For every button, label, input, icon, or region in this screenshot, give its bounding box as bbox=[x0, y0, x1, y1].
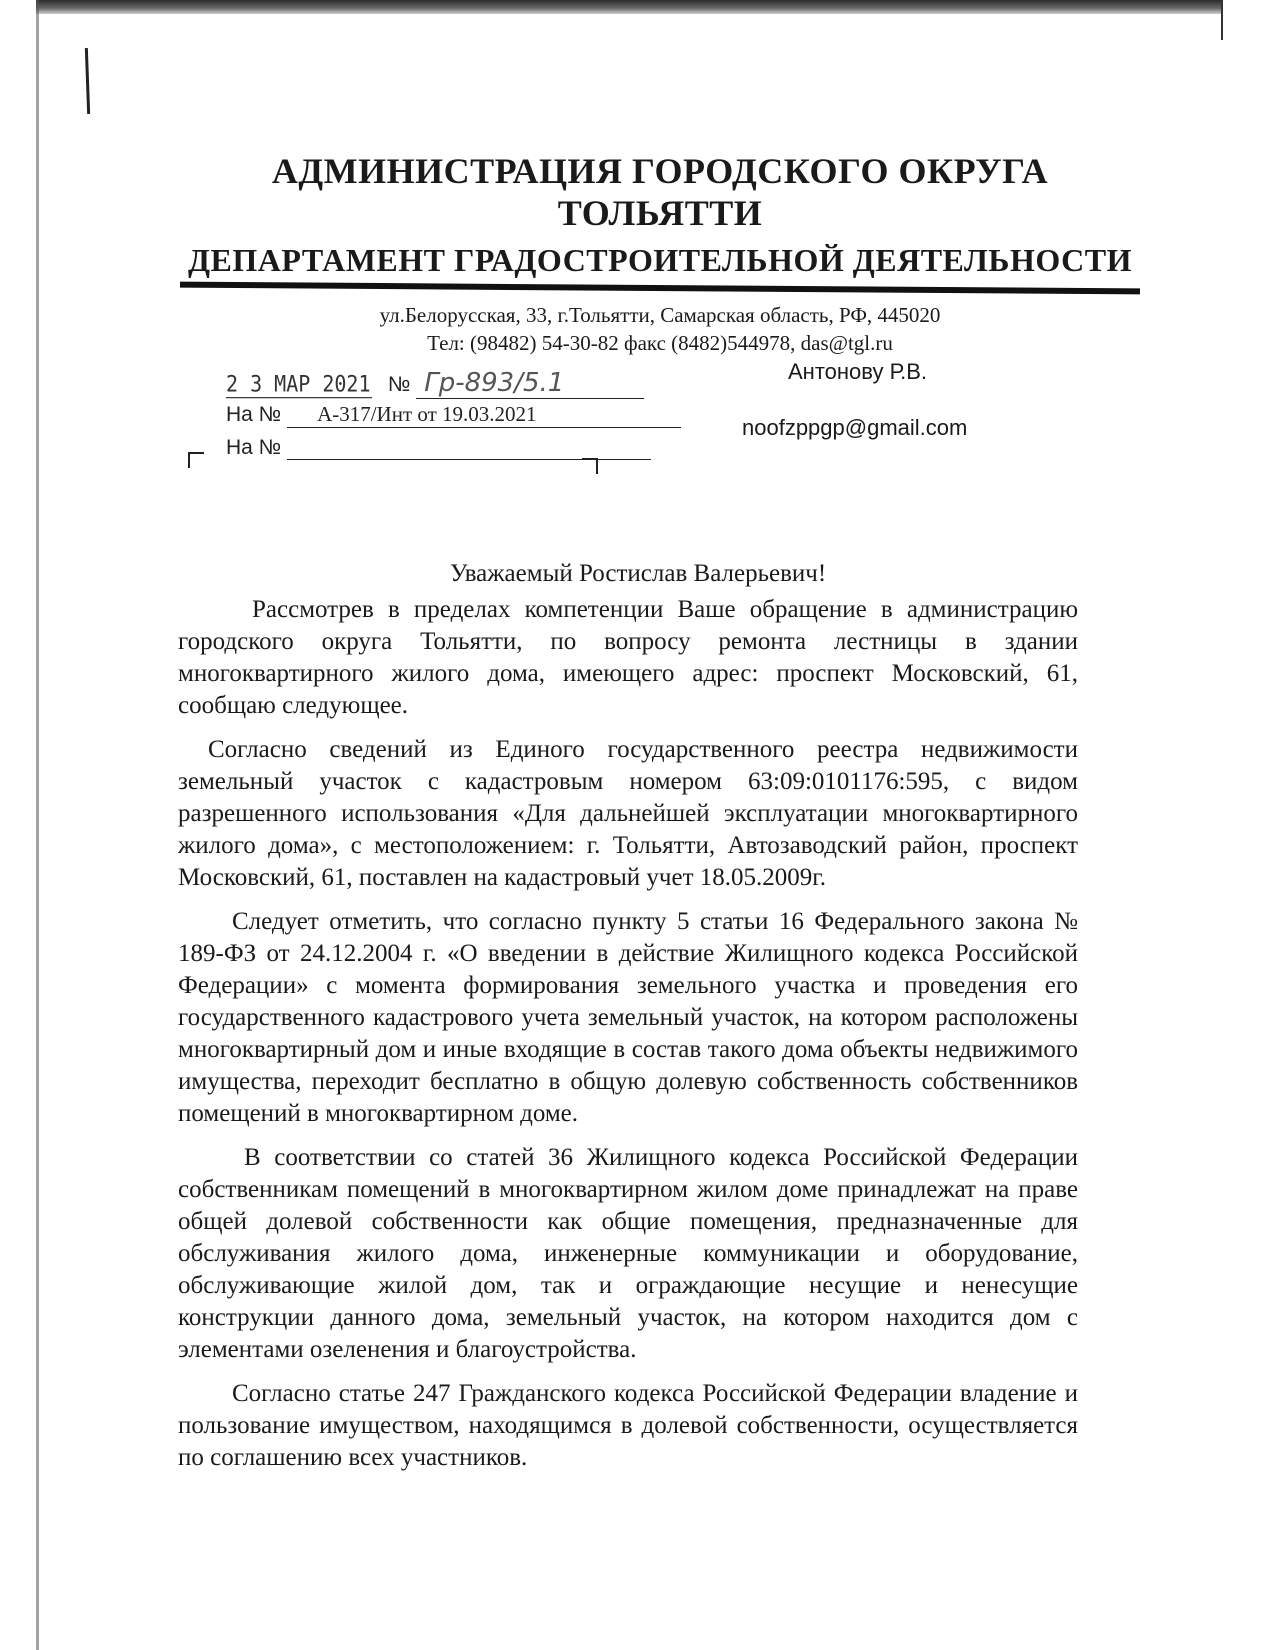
date-stamp: 2 3 МАР 2021 bbox=[226, 370, 371, 398]
letter-body bbox=[178, 558, 1078, 1486]
address-window-corner-right bbox=[582, 458, 598, 474]
scan-edge-top bbox=[36, 0, 1221, 14]
salutation: Уважаемый Ростислав Валерьевич! bbox=[449, 560, 827, 587]
paragraph-1: Рассмотрев в пределах компетенции Ваше обращение в администрацию городского округа Тольятти, по вопросу ремонта лестницы в здании многоквартирного жилого дома, имеющего адрес: проспект Московский, 61, сообщаю следующее. bbox=[178, 596, 1078, 719]
recipient-email: noofzppgp@gmail.com bbox=[742, 415, 968, 440]
letterhead-rule bbox=[180, 282, 1140, 295]
address-window-corner-left bbox=[188, 452, 204, 468]
registration-block bbox=[226, 368, 681, 470]
ref-label-2: На № bbox=[226, 436, 282, 459]
recipient-name: Антонову Р.В. bbox=[788, 359, 928, 384]
registration-row-ref1 bbox=[226, 402, 681, 436]
ref-value-2-blank bbox=[287, 437, 651, 460]
paragraph-4: В соответствии со статей 36 Жилищного кодекса Российской Федерации собственникам помещений в многоквартирном жилом доме принадлежат на праве общей долевой собственности как общие помещения, предназначенные для обслуживания жилого дома, инженерные коммуникации и оборудование, обслуживающие жилой дом, так и ограждающие несущие и ненесущие конструкции данного дома, земельный участок, на котором находится дом с элементами озеленения и благоустройства. bbox=[178, 1144, 1078, 1363]
ref-label-1: На № bbox=[226, 403, 282, 426]
paragraph-3: Следует отметить, что согласно пункту 5 статьи 16 Федерального закона № 189-ФЗ от 24.12.2004 г. «О введении в действие Жилищного кодекса Российской Федерации» с момента формирования земельного участка и проведения его государственного кадастрового учета земельный участок, на котором расположены многоквартирный дом и иные входящие в состав такого дома объекты недвижимого имущества, переходит бесплатно в общую долевую собственность собственников помещений в многоквартирном доме. bbox=[178, 908, 1078, 1127]
paragraph-5: Согласно статье 247 Гражданского кодекса Российской Федерации владение и пользование имуществом, находящимся в долевой собственности, осуществляется по соглашению всех участников. bbox=[178, 1380, 1078, 1471]
org-title: АДМИНИСТРАЦИЯ ГОРОДСКОГО ОКРУГА ТОЛЬЯТТИ bbox=[271, 151, 1049, 233]
scan-edge-right bbox=[1221, 0, 1223, 40]
number-label: № bbox=[387, 373, 411, 396]
handwritten-number: Гр-893/5.1 bbox=[416, 368, 644, 399]
department-title: ДЕПАРТАМЕНТ ГРАДОСТРОИТЕЛЬНОЙ ДЕЯТЕЛЬНОСТИ bbox=[188, 242, 1132, 278]
paragraph-2: Согласно сведений из Единого государственного реестра недвижимости земельный участок с кадастровым номером 63:09:0101176:595, с видом разрешенного использования «Для дальнейшей эксплуатации многоквартирного жилого дома», с местоположением: г. Тольятти, Автозаводский район, проспект Московский, 61, поставлен на кадастровый учет 18.05.2009г. bbox=[178, 736, 1078, 891]
margin-pen-mark bbox=[85, 48, 90, 114]
registration-row-ref2 bbox=[226, 436, 681, 470]
ref-value-1: А-317/Инт от 19.03.2021 bbox=[287, 402, 681, 428]
registration-row-date bbox=[226, 368, 681, 402]
letterhead-address: ул.Белорусская, 33, г.Тольятти, Самарская область, РФ, 445020 bbox=[379, 303, 941, 327]
scan-edge-left bbox=[36, 0, 39, 1650]
letterhead-contacts: Тел: (98482) 54-30-82 факс (8482)544978, das@tgl.ru bbox=[427, 331, 893, 355]
